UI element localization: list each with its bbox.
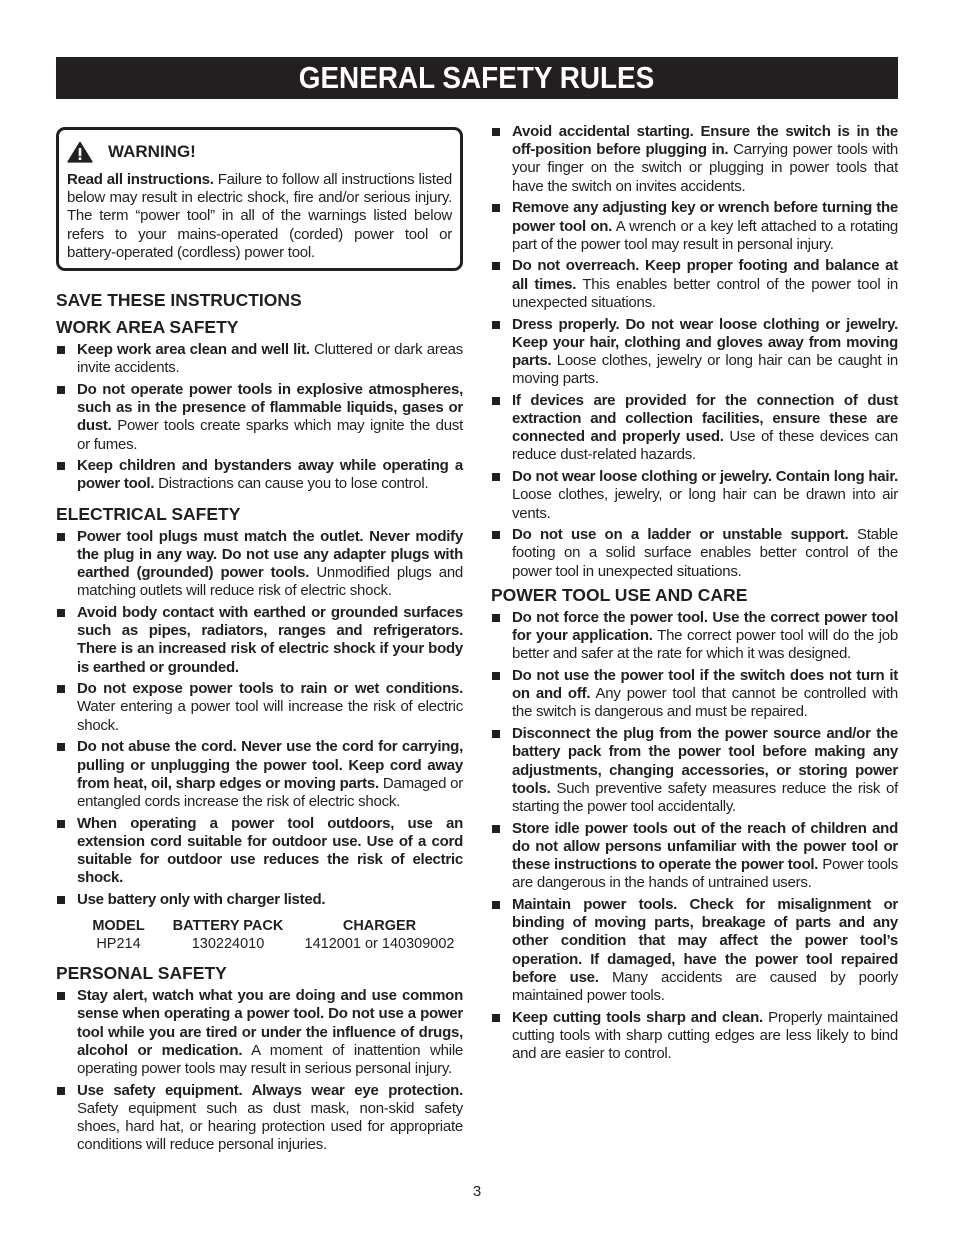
safety-rule-item	[56, 987, 463, 1078]
rule-lead: Avoid body contact with earthed or grounded surfaces such as pipes, radiators, ranges and refrigerators. There is an increased risk of electric shock if your body is earthed or grounded.	[77, 603, 463, 676]
electrical-safety-heading: ELECTRICAL SAFETY	[56, 503, 241, 524]
warning-body: Failure to follow all instructions listed below may result in electric shock, fire and/or serious injury. The term “power tool” in all of the warnings listed below refers to your mains-operated (corded) power tool or battery-operated (cordless) power tool.	[67, 171, 453, 261]
safety-rule-item	[56, 680, 463, 735]
rule-lead: When operating a power tool outdoors, use an extension cord suitable for outdoor use. Use of a cord suitable for outdoor use reduces the risk of electric shock.	[77, 814, 463, 887]
rule-detail: Unmodified plugs and matching outlets will reduce risk of electric shock.	[77, 564, 464, 600]
safety-rule-item	[491, 526, 898, 581]
rule-lead: Stay alert, watch what you are doing and use common sense when operating a power tool. Do not use a power tool while you are tired or under the influence of drugs, alcohol or medication.	[77, 987, 463, 1059]
safety-rule-item	[491, 609, 898, 664]
rule-detail: Power tools create sparks which may ignite the dust or fumes.	[77, 417, 463, 453]
power-tool-use-list	[491, 609, 898, 1063]
table-cell-battery-pack: 130224010	[191, 936, 265, 953]
rule-lead: Dress properly. Do not wear loose clothing or jewelry. Keep your hair, clothing and gloves away from moving parts.	[512, 315, 898, 369]
rule-lead: Maintain power tools. Check for misalignment or binding of moving parts, breakage of parts and any other condition that may affect the power tool’s operation. If damaged, have the power tool repaired before use.	[512, 895, 898, 986]
rule-lead: Keep cutting tools sharp and clean.	[512, 1008, 763, 1026]
page-number: 3	[472, 1183, 482, 1200]
rule-lead: Do not force the power tool. Use the correct power tool for your application.	[512, 608, 898, 645]
rule-detail: This enables better control of the power tool in unexpected situations.	[512, 275, 898, 311]
page-title: GENERAL SAFETY RULES	[299, 60, 655, 95]
rule-lead: If devices are provided for the connection of dust extraction and collection facilities, ensure these are connected and properly used.	[512, 391, 898, 446]
rule-lead: Avoid accidental starting. Ensure the switch is in the off-position before plugging in.	[512, 123, 898, 159]
personal-safety-list-continued	[491, 123, 898, 581]
rule-detail: Water entering a power tool will increase the risk of electric shock.	[77, 698, 463, 734]
rule-detail: Properly maintained cutting tools with sharp cutting edges are less likely to bind and are easier to control.	[512, 1008, 899, 1063]
personal-safety-heading: PERSONAL SAFETY	[56, 963, 227, 984]
rule-detail: Safety equipment such as dust mask, non-skid safety shoes, hard hat, or hearing protection used for appropriate conditions will reduce personal injuries.	[77, 1099, 463, 1154]
page-title-bar	[56, 57, 898, 99]
safety-rule-item	[56, 891, 463, 909]
work-area-safety-list	[56, 341, 463, 494]
rule-lead: Do not expose power tools to rain or wet conditions.	[77, 680, 463, 698]
rule-detail: Damaged or entangled cords increase the risk of electric shock.	[77, 774, 464, 810]
personal-safety-list	[56, 987, 463, 1154]
rule-detail: Loose clothes, jewelry, or long hair can be drawn into air vents.	[512, 486, 898, 522]
warning-title: WARNING!	[108, 142, 196, 161]
rule-lead: Do not operate power tools in explosive atmospheres, such as in the presence of flammable liquids, gases or dust.	[77, 380, 463, 435]
work-area-safety-heading: WORK AREA SAFETY	[56, 317, 239, 338]
safety-rule-item	[491, 123, 898, 196]
rule-detail: Such preventive safety measures reduce the risk of starting the power tool accidentally.	[512, 779, 898, 815]
warning-lead: Read all instructions.	[67, 171, 214, 188]
safety-rule-item	[491, 1009, 898, 1064]
rule-lead: Store idle power tools out of the reach of children and do not allow persons unfamiliar with the power tool or these instructions to operate the power tool.	[512, 819, 898, 874]
rule-detail: A wrench or a key left attached to a rotating part of the power tool may result in personal injury.	[512, 217, 898, 253]
rule-detail: Carrying power tools with your finger on the switch or plugging in power tools that have the switch on invites accidents.	[512, 141, 899, 195]
safety-rule-item	[491, 392, 898, 465]
safety-rule-item	[56, 457, 463, 493]
table-cell-model: HP214	[96, 936, 141, 953]
rule-detail: A moment of inattention while operating power tools may result in serious personal injury.	[77, 1041, 463, 1078]
rule-lead: Power tool plugs must match the outlet. Never modify the plug in any way. Do not use any adapter plugs with earthed (grounded) power tools.	[77, 527, 463, 582]
left-column	[56, 127, 463, 1155]
rule-lead: Use battery only with charger listed.	[77, 891, 326, 908]
safety-rule-item	[491, 896, 898, 1005]
rule-detail: The correct power tool will do the job better and safer at the rate for which it was designed.	[512, 627, 898, 663]
rule-lead: Disconnect the plug from the power source and/or the battery pack from the power tool before making any adjustments, changing accessories, or storing power tools.	[512, 725, 898, 797]
save-instructions-heading: SAVE THESE INSTRUCTIONS	[56, 290, 302, 311]
safety-rule-item	[491, 468, 898, 523]
table-header-charger: CHARGER	[342, 918, 417, 935]
safety-rule-item	[491, 725, 898, 816]
safety-rule-item	[56, 1082, 463, 1155]
rule-detail: Any power tool that cannot be controlled with the switch is dangerous and must be repaired.	[512, 685, 898, 721]
rule-detail: Many accidents are caused by poorly maintained power tools.	[512, 968, 899, 1004]
rule-detail: Loose clothes, jewelry or long hair can be caught in moving parts.	[512, 351, 898, 388]
safety-rule-item	[56, 738, 463, 811]
rule-lead: Use safety equipment. Always wear eye protection.	[77, 1081, 463, 1099]
rule-lead: Do not overreach. Keep proper footing and balance at all times.	[512, 257, 898, 293]
safety-rule-item	[491, 257, 898, 312]
battery-charger-table	[77, 917, 463, 953]
safety-rule-item	[491, 316, 898, 389]
rule-lead: Do not abuse the cord. Never use the cord for carrying, pulling or unplugging the power tool. Keep cord away from heat, oil, sharp edges or moving parts.	[77, 738, 463, 792]
power-tool-use-heading: POWER TOOL USE AND CARE	[491, 584, 748, 605]
warning-triangle-icon	[67, 141, 93, 163]
rule-lead: Remove any adjusting key or wrench before turning the power tool on.	[512, 199, 898, 235]
warning-text	[67, 171, 452, 262]
rule-lead: Keep work area clean and well lit.	[77, 341, 310, 359]
safety-rule-item	[491, 199, 898, 254]
right-column	[491, 123, 898, 1063]
table-header-battery-pack: BATTERY PACK	[172, 918, 284, 935]
safety-rule-item	[491, 667, 898, 722]
rule-detail: Stable footing on a solid surface enables better control of the power tool in unexpected situations.	[512, 526, 898, 580]
warning-header	[67, 140, 452, 164]
warning-box	[56, 127, 463, 271]
safety-rule-item	[56, 381, 463, 454]
rule-lead: Do not use the power tool if the switch does not turn it on and off.	[512, 666, 898, 703]
rule-detail: Cluttered or dark areas invite accidents.	[77, 341, 464, 377]
rule-lead: Do not wear loose clothing or jewelry. Contain long hair.	[512, 468, 898, 486]
rule-lead: Keep children and bystanders away while operating a power tool.	[77, 457, 463, 493]
safety-rule-item	[56, 341, 463, 377]
safety-rule-item	[56, 604, 463, 677]
safety-rule-item	[491, 820, 898, 893]
rule-detail: Use of these devices can reduce dust-related hazards.	[512, 428, 898, 464]
rule-detail: Power tools are dangerous in the hands of untrained users.	[512, 856, 898, 892]
rule-detail: Distractions can cause you to lose control.	[158, 475, 429, 493]
safety-rule-item	[56, 528, 463, 601]
rule-lead: Do not use on a ladder or unstable support.	[512, 526, 849, 544]
safety-rule-item	[56, 815, 463, 888]
electrical-safety-list	[56, 528, 463, 910]
table-header-model: MODEL	[92, 918, 145, 935]
table-cell-charger: 1412001 or 140309002	[304, 936, 455, 953]
